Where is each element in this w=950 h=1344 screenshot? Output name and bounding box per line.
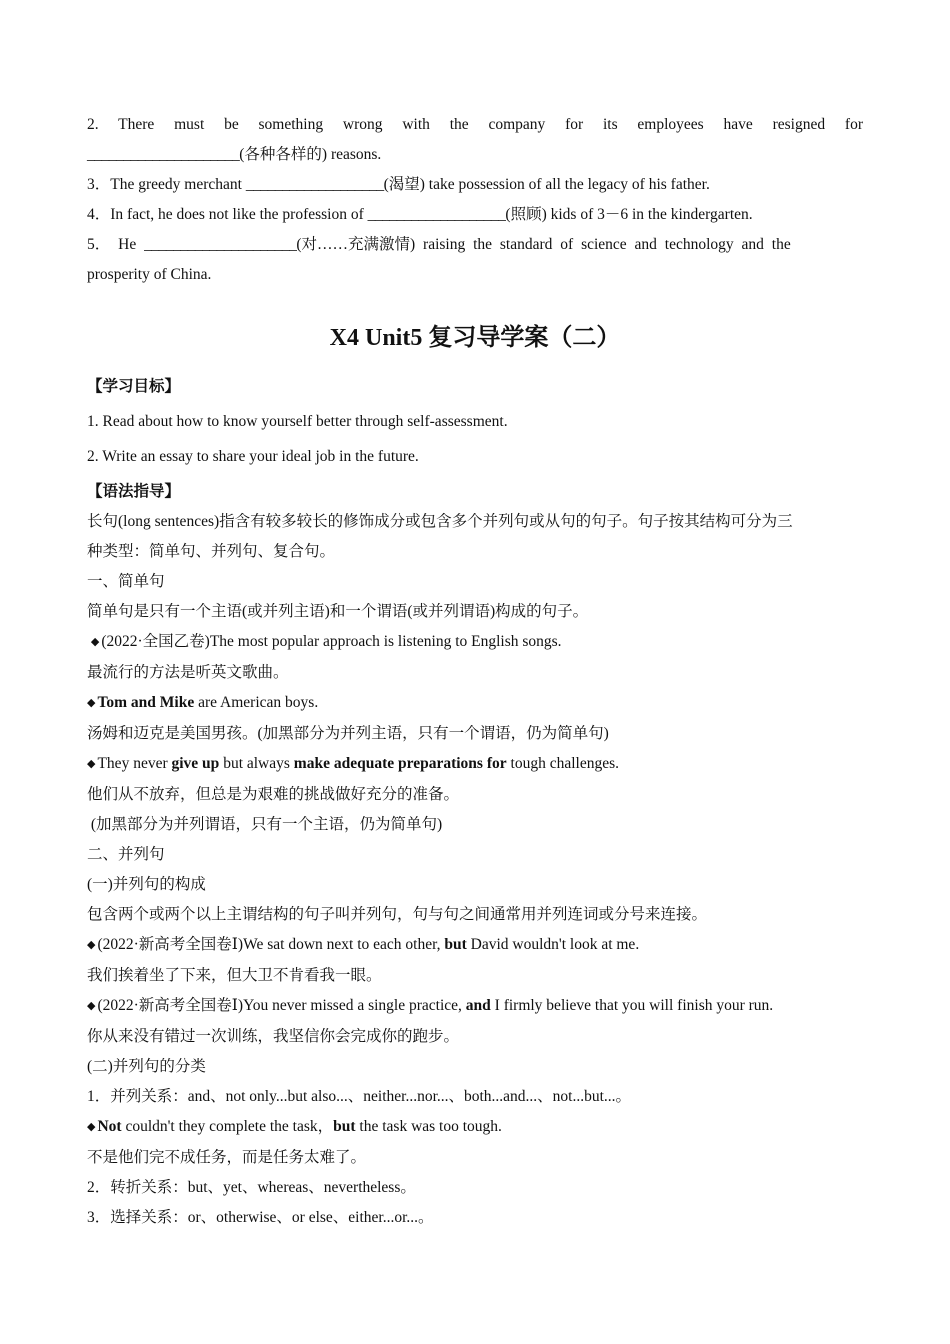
exercise-4: 4．In fact, he does not like the profession of ___________________(照顾) kids of 3－6 in the kindergarten. bbox=[87, 206, 753, 223]
exercise-3: 3．The greedy merchant ___________________(渴望) take possession of all the legacy of his father. bbox=[87, 176, 710, 193]
exercise-2-line-2: _____________________(各种各样的) reasons. bbox=[87, 146, 382, 163]
fill-blank[interactable]: _____________________ bbox=[144, 236, 297, 253]
objectives-heading: 【学习目标】 bbox=[87, 378, 181, 395]
category-adversative: 2．转折关系：but、yet、whereas、nevertheless。 bbox=[87, 1179, 416, 1196]
grammar-intro-line-2: 种类型：简单句、并列句、复合句。 bbox=[87, 543, 336, 560]
fill-blank[interactable]: ___________________ bbox=[245, 176, 384, 193]
grammar-heading: 【语法指导】 bbox=[87, 483, 181, 500]
example-5: ◆ (2022·新高考全国卷Ⅰ)You never missed a single practice, and I firmly believe that you will finish your run. bbox=[87, 997, 774, 1014]
diamond-bullet-icon: ◆ bbox=[87, 1121, 96, 1133]
example-5-translation: 你从来没有错过一次训练，我坚信你会完成你的跑步。 bbox=[87, 1028, 460, 1045]
diamond-bullet-icon: ◆ bbox=[87, 697, 96, 709]
example-1-translation: 最流行的方法是听英文歌曲。 bbox=[87, 664, 289, 681]
example-3-translation: 他们从不放弃，但总是为艰难的挑战做好充分的准备。 bbox=[87, 786, 460, 803]
example-3: ◆ They never give up but always make adequate preparations for tough challenges. bbox=[87, 755, 619, 772]
example-1: ◆ (2022·全国乙卷)The most popular approach is listening to English songs. bbox=[90, 633, 562, 650]
diamond-bullet-icon: ◆ bbox=[87, 758, 96, 770]
example-4: ◆ (2022·新高考全国卷Ⅰ)We sat down next to each other, but David wouldn't look at me. bbox=[87, 936, 640, 953]
subsection-title-composition: (一)并列句的构成 bbox=[87, 876, 206, 893]
page-title: X4 Unit5 复习导学案（二） bbox=[329, 325, 621, 351]
section-title-simple-sentence: 一、简单句 bbox=[87, 573, 165, 590]
exercise-2-line-1: 2. There must be something wrong with the company for its employees have resigned for bbox=[87, 116, 863, 133]
category-alternative: 3．选择关系：or、otherwise、or else、either...or...。 bbox=[87, 1209, 434, 1226]
diamond-bullet-icon: ◆ bbox=[87, 939, 96, 951]
exercise-5-line-2: prosperity of China. bbox=[87, 266, 212, 283]
section-title-compound-sentence: 二、并列句 bbox=[87, 846, 165, 863]
example-3-note: (加黑部分为并列谓语，只有一个主语，仍为简单句) bbox=[87, 816, 443, 833]
diamond-bullet-icon: ◆ bbox=[87, 1000, 96, 1012]
document-content bbox=[87, 110, 863, 1233]
simple-sentence-definition: 简单句是只有一个主语(或并列主语)和一个谓语(或并列谓语)构成的句子。 bbox=[87, 603, 589, 620]
example-6-translation: 不是他们完不成任务，而是任务太难了。 bbox=[87, 1149, 367, 1166]
objective-item: 1. Read about how to know yourself better through self-assessment. bbox=[87, 413, 508, 430]
exercise-5-line-1: 5． He _____________________(对……充满激情) raising the standard of science and technology and the bbox=[87, 236, 791, 253]
example-4-translation: 我们挨着坐了下来，但大卫不肯看我一眼。 bbox=[87, 967, 382, 984]
fill-blank[interactable]: ___________________ bbox=[367, 206, 506, 223]
diamond-bullet-icon: ◆ bbox=[90, 636, 100, 648]
compound-sentence-definition: 包含两个或两个以上主谓结构的句子叫并列句，句与句之间通常用并列连词或分号来连接。 bbox=[87, 906, 708, 923]
example-2: ◆ Tom and Mike are American boys. bbox=[87, 694, 319, 711]
example-6: ◆ Not couldn't they complete the task，but the task was too tough. bbox=[87, 1118, 502, 1135]
grammar-intro-line-1: 长句(long sentences)指含有较多较长的修饰成分或包含多个并列句或从句的句子。句子按其结构可分为三 bbox=[87, 513, 793, 530]
example-2-translation: 汤姆和迈克是美国男孩。(加黑部分为并列主语，只有一个谓语，仍为简单句) bbox=[87, 725, 609, 742]
category-coordinate: 1．并列关系：and、not only...but also...、neither...nor...、both...and...、not...but...。 bbox=[87, 1088, 632, 1105]
objective-item: 2. Write an essay to share your ideal job in the future. bbox=[87, 448, 419, 465]
fill-blank[interactable]: _____________________ bbox=[87, 146, 240, 163]
subsection-title-classification: (二)并列句的分类 bbox=[87, 1058, 206, 1075]
